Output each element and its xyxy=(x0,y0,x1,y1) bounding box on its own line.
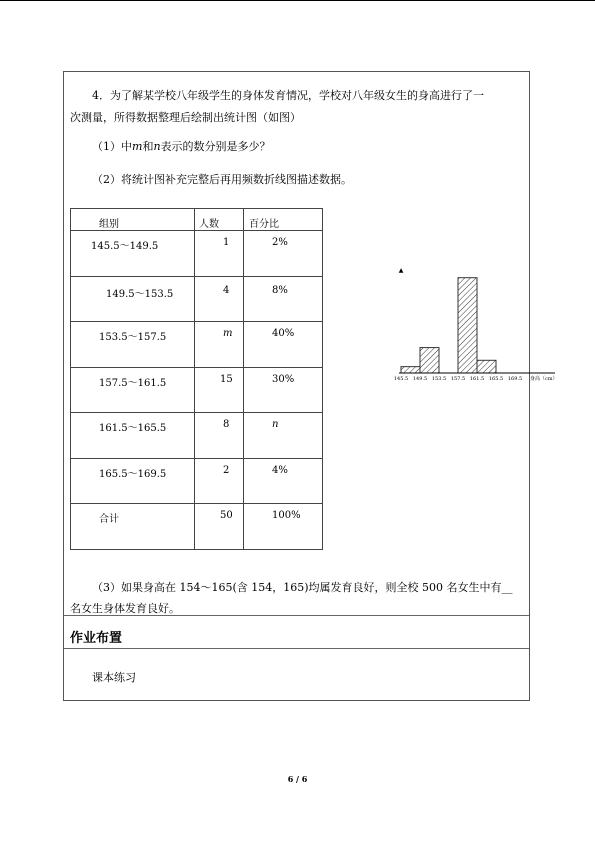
histogram-bar xyxy=(401,367,420,373)
x-tick-label: 169.5 xyxy=(507,376,523,382)
table-cell-count: 50 xyxy=(195,504,244,550)
histogram-bar xyxy=(458,278,477,373)
problem-line-2: 次测量，所得数据整理后绘制出统计图（如图） xyxy=(70,111,301,124)
problem-line-1: 4．为了解某学校八年级学生的身体发育情况，学校对八年级女生的身高进行了一 xyxy=(92,89,484,102)
x-axis-label: 身高（cm） xyxy=(530,376,558,382)
table-cell-percent: 30% xyxy=(244,368,323,413)
table-cell-group: 合计 xyxy=(71,504,195,550)
table-cell-group: 161.5～165.5 xyxy=(71,413,195,459)
lesson-frame xyxy=(63,71,558,701)
table-cell-count: 15 xyxy=(195,368,244,413)
x-tick-label: 165.5 xyxy=(488,376,504,382)
question-2: （2）将统计图补充完整后再用频数折线图描述数据。 xyxy=(92,173,352,186)
page-number: 6 / 6 xyxy=(287,774,308,784)
table-cell-count: 2 xyxy=(195,459,244,504)
table-row xyxy=(71,368,323,413)
x-tick-label: 149.5 xyxy=(412,376,428,382)
section-divider xyxy=(64,615,529,616)
x-tick-label: 157.5 xyxy=(450,376,466,382)
table-row xyxy=(71,459,323,504)
x-tick-label: 145.5 xyxy=(393,376,409,382)
frequency-table xyxy=(70,208,323,550)
homework-title: 作业布置 xyxy=(70,631,123,646)
x-tick-label: 153.5 xyxy=(431,376,447,382)
table-cell-count: 8 xyxy=(195,413,244,459)
table-row xyxy=(71,413,323,459)
header-percent: 百分比 xyxy=(244,209,323,231)
header-count: 人数 xyxy=(195,209,244,231)
table-row-total xyxy=(71,504,323,550)
table-cell-percent: 8% xyxy=(244,277,323,322)
table-cell-percent: 40% xyxy=(244,322,323,368)
histogram-bar xyxy=(420,348,439,373)
table-cell-count: m xyxy=(195,322,244,368)
table-cell-count: 1 xyxy=(195,231,244,277)
question-3-line-2: 名女生身体发育良好。 xyxy=(70,602,180,615)
table-cell-group: 165.5～169.5 xyxy=(71,459,195,504)
histogram-bar xyxy=(477,360,496,373)
question-1: （1）中m和n表示的数分别是多少？ xyxy=(92,140,271,153)
homework-content: 课本练习 xyxy=(92,671,136,684)
histogram-chart xyxy=(332,252,558,392)
table-header-row xyxy=(71,209,323,231)
table-cell-percent: 2% xyxy=(244,231,323,277)
header-group: 组别 xyxy=(71,209,195,231)
table-row xyxy=(71,322,323,368)
page-top-rule xyxy=(0,0,595,1)
table-cell-group: 153.5～157.5 xyxy=(71,322,195,368)
table-cell-percent: n xyxy=(244,413,323,459)
table-row xyxy=(71,231,323,277)
table-cell-percent: 100% xyxy=(244,504,323,550)
question-3-line-1: （3）如果身高在 154～165(含 154，165)均属发育良好，则全校 500 名女生中有__ xyxy=(92,581,513,594)
table-cell-percent: 4% xyxy=(244,459,323,504)
table-cell-count: 4 xyxy=(195,277,244,322)
section-divider xyxy=(64,648,529,649)
table-cell-group: 145.5～149.5 xyxy=(71,231,195,277)
table-cell-group: 157.5～161.5 xyxy=(71,368,195,413)
y-axis-arrow-icon: ▲ xyxy=(398,267,404,274)
table-cell-group: 149.5～153.5 xyxy=(71,277,195,322)
table-row xyxy=(71,277,323,322)
x-tick-label: 161.5 xyxy=(469,376,485,382)
